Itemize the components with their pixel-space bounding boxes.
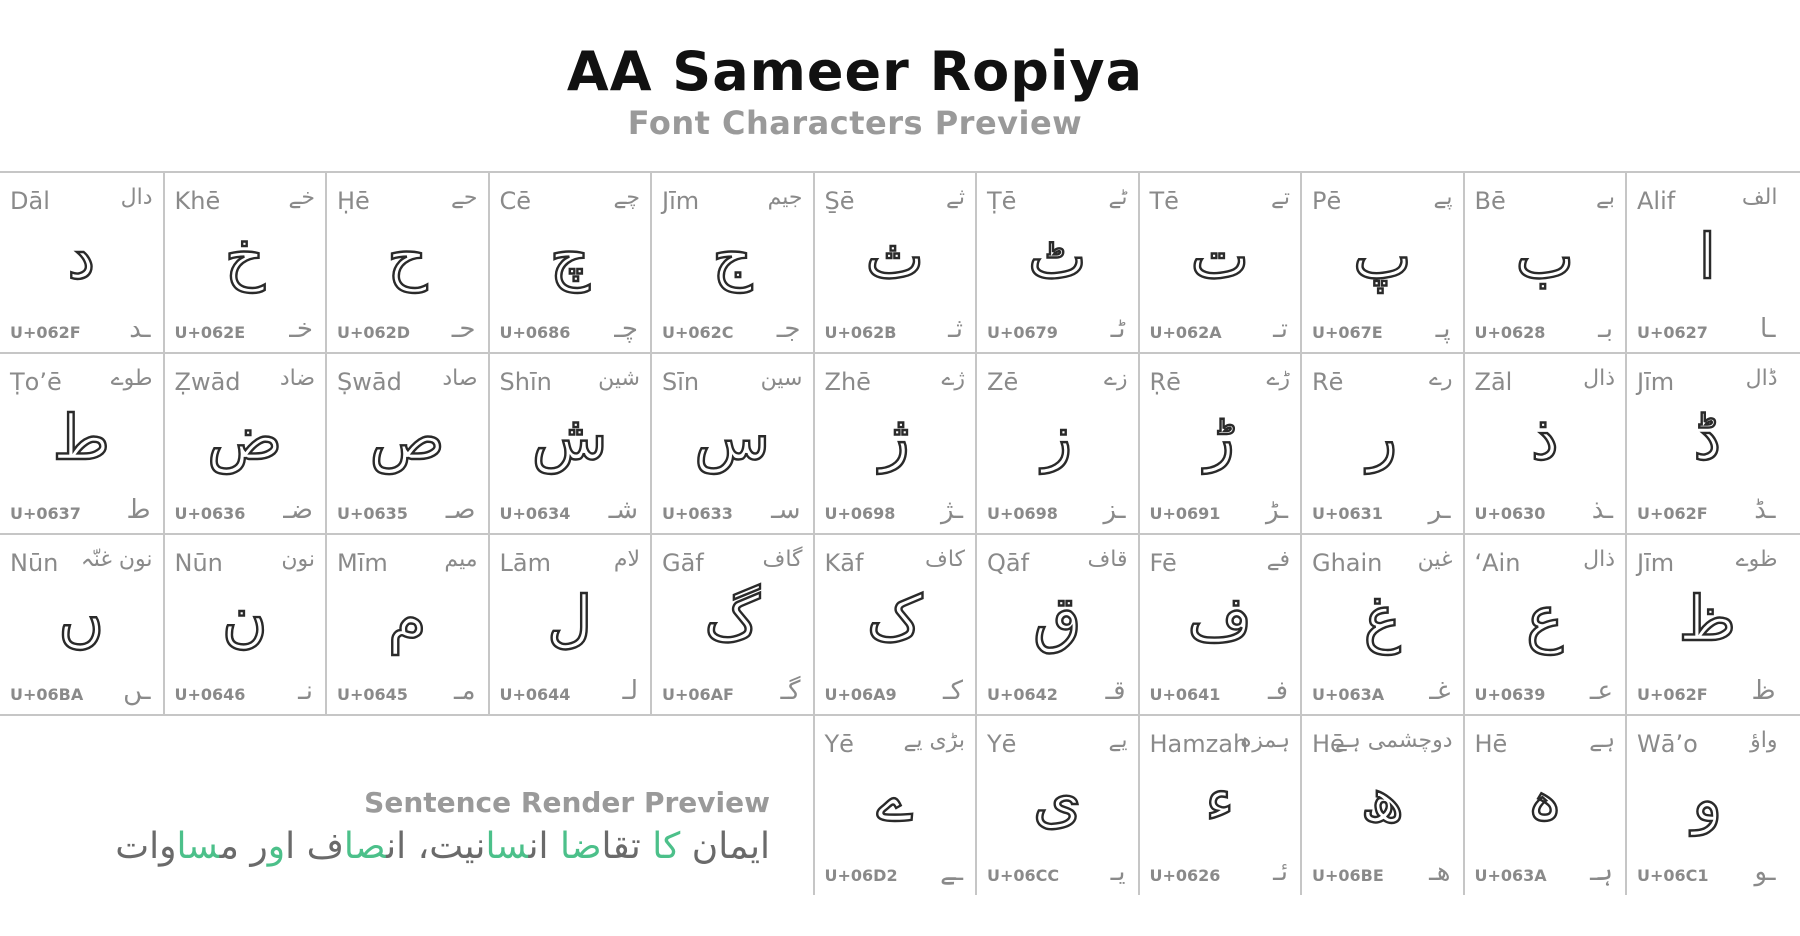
character-cell bbox=[1463, 171, 1626, 352]
character-urdu-name: بڑی یے bbox=[903, 728, 965, 753]
character-urdu-name: قاف bbox=[1087, 547, 1128, 572]
character-urdu-name: حے bbox=[451, 185, 478, 210]
character-name: Dāl bbox=[10, 187, 50, 215]
character-joined-form: ـز bbox=[1103, 495, 1126, 525]
character-joined-form: سـ bbox=[771, 495, 801, 525]
character-glyph: ر bbox=[1367, 401, 1398, 474]
character-glyph: ڈ bbox=[1693, 401, 1722, 474]
unicode-codepoint: U+0626 bbox=[1149, 866, 1221, 885]
character-joined-form: عـ bbox=[1589, 676, 1613, 706]
character-glyph: س bbox=[694, 401, 771, 474]
character-urdu-name: ضاد bbox=[279, 366, 315, 391]
character-glyph: ق bbox=[1033, 582, 1082, 655]
unicode-codepoint: U+062A bbox=[1149, 323, 1222, 342]
character-cell bbox=[975, 714, 1138, 895]
character-name: Cē bbox=[499, 187, 532, 215]
character-joined-form: ظ bbox=[1751, 676, 1776, 706]
character-urdu-name: تے bbox=[1270, 185, 1290, 210]
unicode-codepoint: U+0645 bbox=[337, 685, 408, 704]
character-glyph: ظ bbox=[1678, 582, 1736, 655]
character-joined-form: ٹـ bbox=[1110, 314, 1126, 344]
character-name: Nūn bbox=[174, 549, 223, 577]
sentence-segment: ضا bbox=[560, 826, 602, 867]
character-name: S̱ē bbox=[824, 187, 855, 215]
sentence-preview-text bbox=[40, 826, 770, 867]
character-name: Kāf bbox=[824, 549, 864, 577]
character-cell bbox=[975, 352, 1138, 533]
character-joined-form: قـ bbox=[1105, 676, 1126, 706]
sentence-segment: وات bbox=[115, 826, 177, 867]
unicode-codepoint: U+063A bbox=[1474, 866, 1547, 885]
character-cell bbox=[1463, 714, 1626, 895]
unicode-codepoint: U+0686 bbox=[499, 323, 571, 342]
unicode-codepoint: U+0633 bbox=[662, 504, 733, 523]
character-joined-form: یـ bbox=[1110, 857, 1126, 887]
character-glyph: ع bbox=[1526, 582, 1564, 655]
character-name: Jīm bbox=[1637, 368, 1675, 396]
unicode-codepoint: U+06CC bbox=[987, 866, 1060, 885]
sentence-segment: نیت، ان bbox=[386, 826, 486, 867]
character-glyph: ے bbox=[876, 763, 913, 836]
character-cell bbox=[1300, 714, 1463, 895]
character-name: Rē bbox=[1312, 368, 1344, 396]
character-urdu-name: شین bbox=[598, 366, 640, 391]
character-urdu-name: میم bbox=[444, 547, 478, 572]
character-cell bbox=[813, 533, 976, 714]
sentence-preview-label: Sentence Render Preview bbox=[364, 786, 770, 819]
sentence-segment: سا bbox=[485, 826, 529, 867]
unicode-codepoint: U+0631 bbox=[1312, 504, 1383, 523]
character-glyph: ش bbox=[531, 401, 608, 474]
character-urdu-name: ذال bbox=[1583, 366, 1615, 391]
character-glyph: ڑ bbox=[1204, 401, 1235, 474]
character-glyph: ٹ bbox=[1028, 220, 1087, 293]
character-glyph: چ bbox=[549, 220, 590, 293]
character-cell bbox=[650, 352, 813, 533]
character-urdu-name: رے bbox=[1428, 366, 1453, 391]
character-urdu-name: زے bbox=[1103, 366, 1128, 391]
unicode-codepoint: U+0634 bbox=[499, 504, 571, 523]
character-cell bbox=[163, 352, 326, 533]
character-urdu-name: پے bbox=[1433, 185, 1453, 210]
character-joined-form: بـ bbox=[1598, 314, 1613, 344]
sentence-segment: کا bbox=[652, 826, 681, 867]
unicode-codepoint: U+0627 bbox=[1637, 323, 1708, 342]
character-name: Sīn bbox=[662, 368, 700, 396]
character-name: Ṣwād bbox=[337, 368, 402, 396]
character-glyph: د bbox=[67, 220, 96, 293]
character-name: Gāf bbox=[662, 549, 704, 577]
character-glyph: ط bbox=[52, 401, 110, 474]
sentence-segment: و bbox=[267, 826, 286, 867]
character-name: Lām bbox=[499, 549, 551, 577]
character-cell bbox=[488, 352, 651, 533]
character-joined-form: ـڈ bbox=[1754, 495, 1776, 525]
character-joined-form: صـ bbox=[445, 495, 476, 525]
unicode-codepoint: U+0630 bbox=[1474, 504, 1546, 523]
character-cell bbox=[488, 533, 651, 714]
character-name: Ṛē bbox=[1149, 368, 1181, 396]
character-cell bbox=[1463, 352, 1626, 533]
character-cell bbox=[0, 352, 163, 533]
sentence-segment: تقا bbox=[601, 826, 653, 867]
character-cell bbox=[1625, 171, 1788, 352]
character-urdu-name: ظوے bbox=[1735, 547, 1778, 572]
unicode-codepoint: U+0628 bbox=[1474, 323, 1546, 342]
unicode-codepoint: U+0642 bbox=[987, 685, 1058, 704]
character-cell bbox=[650, 533, 813, 714]
character-cell bbox=[325, 171, 488, 352]
character-glyph: ہ bbox=[1526, 763, 1563, 836]
character-name: Alif bbox=[1637, 187, 1676, 215]
character-joined-form: خـ bbox=[289, 314, 313, 344]
character-cell bbox=[1300, 171, 1463, 352]
character-urdu-name: واؤ bbox=[1750, 728, 1778, 753]
character-name: Wā’o bbox=[1637, 730, 1698, 758]
character-cell bbox=[1625, 352, 1788, 533]
character-glyph: غ bbox=[1363, 582, 1401, 655]
character-cell bbox=[325, 352, 488, 533]
character-cell bbox=[1138, 352, 1301, 533]
character-joined-form: ھـ bbox=[1429, 857, 1451, 887]
character-name: Zhē bbox=[824, 368, 871, 396]
unicode-codepoint: U+06AF bbox=[662, 685, 734, 704]
character-joined-form: مـ bbox=[453, 676, 476, 706]
unicode-codepoint: U+06C1 bbox=[1637, 866, 1709, 885]
character-name: Tē bbox=[1149, 187, 1179, 215]
unicode-codepoint: U+0698 bbox=[824, 504, 896, 523]
character-cell bbox=[650, 171, 813, 352]
character-joined-form: ـے bbox=[940, 857, 963, 887]
character-name: Yē bbox=[824, 730, 854, 758]
character-glyph: ں bbox=[58, 582, 105, 655]
character-glyph: ژ bbox=[879, 401, 910, 474]
character-glyph: ذ bbox=[1530, 401, 1559, 474]
character-glyph: ک bbox=[867, 582, 923, 655]
character-glyph: ح bbox=[387, 220, 428, 293]
character-joined-form: ـد bbox=[129, 314, 151, 344]
character-joined-form: غـ bbox=[1429, 676, 1451, 706]
character-cell bbox=[1138, 171, 1301, 352]
sentence-segment: صا bbox=[343, 826, 387, 867]
unicode-codepoint: U+063A bbox=[1312, 685, 1385, 704]
character-glyph: و bbox=[1692, 763, 1723, 836]
page-title: AA Sameer Ropiya bbox=[566, 40, 1144, 103]
character-joined-form: ـو bbox=[1754, 857, 1776, 887]
unicode-codepoint: U+0698 bbox=[987, 504, 1058, 523]
unicode-codepoint: U+06A9 bbox=[824, 685, 897, 704]
unicode-codepoint: U+062F bbox=[1637, 504, 1708, 523]
unicode-codepoint: U+0639 bbox=[1474, 685, 1546, 704]
character-name: Yē bbox=[987, 730, 1017, 758]
unicode-codepoint: U+0691 bbox=[1149, 504, 1221, 523]
character-name: Bē bbox=[1474, 187, 1506, 215]
character-cell bbox=[1300, 533, 1463, 714]
character-urdu-name: گاف bbox=[762, 547, 803, 572]
character-joined-form: جـ bbox=[776, 314, 801, 344]
character-cell bbox=[163, 533, 326, 714]
unicode-codepoint: U+062D bbox=[337, 323, 411, 342]
character-joined-form: ضـ bbox=[283, 495, 313, 525]
character-cell bbox=[975, 533, 1138, 714]
sentence-segment: ان bbox=[528, 826, 560, 867]
character-cell bbox=[325, 533, 488, 714]
character-joined-form: فـ bbox=[1267, 676, 1288, 706]
character-cell bbox=[163, 171, 326, 352]
character-name: Hē bbox=[1474, 730, 1508, 758]
character-urdu-name: ہمزہ bbox=[1239, 728, 1290, 753]
character-cell bbox=[813, 171, 976, 352]
character-urdu-name: ژے bbox=[941, 366, 965, 391]
character-name: ‘Ain bbox=[1474, 549, 1521, 577]
character-urdu-name: الف bbox=[1741, 185, 1778, 210]
character-cell bbox=[1138, 714, 1301, 895]
character-cell bbox=[975, 171, 1138, 352]
character-urdu-name: جیم bbox=[767, 185, 803, 210]
character-urdu-name: فے bbox=[1266, 547, 1290, 572]
character-urdu-name: نون bbox=[281, 547, 315, 572]
character-glyph: م bbox=[388, 582, 427, 655]
character-name: Ḥē bbox=[337, 187, 370, 215]
character-urdu-name: یے bbox=[1108, 728, 1128, 753]
character-urdu-name: طوے bbox=[110, 366, 153, 391]
character-joined-form: ہـ bbox=[1590, 857, 1613, 887]
character-joined-form: ط bbox=[126, 495, 151, 525]
unicode-codepoint: U+06D2 bbox=[824, 866, 898, 885]
character-urdu-name: دوچشمی ہے bbox=[1335, 728, 1453, 753]
unicode-codepoint: U+0644 bbox=[499, 685, 571, 704]
character-glyph: ن bbox=[221, 582, 268, 655]
unicode-codepoint: U+062C bbox=[662, 323, 734, 342]
character-name: Nūn bbox=[10, 549, 59, 577]
unicode-codepoint: U+062F bbox=[1637, 685, 1708, 704]
character-joined-form: کـ bbox=[943, 676, 963, 706]
character-glyph: ض bbox=[207, 401, 283, 474]
character-urdu-name: ذال bbox=[1583, 547, 1615, 572]
character-name: Qāf bbox=[987, 549, 1030, 577]
character-glyph: ھ bbox=[1360, 763, 1404, 836]
character-cell bbox=[1463, 533, 1626, 714]
character-name: Zē bbox=[987, 368, 1019, 396]
character-urdu-name: صاد bbox=[442, 366, 478, 391]
character-glyph: ل bbox=[547, 582, 593, 655]
character-cell bbox=[813, 714, 976, 895]
character-joined-form: ـر bbox=[1428, 495, 1451, 525]
character-urdu-name: خے bbox=[288, 185, 315, 210]
sentence-segment: ر م bbox=[219, 826, 268, 867]
character-cell bbox=[0, 171, 163, 352]
character-cell bbox=[1625, 533, 1788, 714]
character-urdu-name: نون غنّہ bbox=[80, 547, 153, 572]
character-cell bbox=[1138, 533, 1301, 714]
character-urdu-name: ثے bbox=[945, 185, 965, 210]
character-name: Jīm bbox=[1637, 549, 1675, 577]
character-glyph: گ bbox=[704, 582, 760, 655]
character-cell bbox=[1625, 714, 1788, 895]
character-urdu-name: بے bbox=[1595, 185, 1615, 210]
character-urdu-name: غین bbox=[1417, 547, 1453, 572]
character-name: Khē bbox=[174, 187, 221, 215]
character-cell bbox=[0, 533, 163, 714]
character-joined-form: حـ bbox=[451, 314, 476, 344]
character-cell bbox=[1300, 352, 1463, 533]
character-glyph: ا bbox=[1698, 220, 1716, 293]
character-name: Ghain bbox=[1312, 549, 1383, 577]
character-joined-form: ـں bbox=[123, 676, 151, 706]
character-urdu-name: لام bbox=[613, 547, 640, 572]
unicode-codepoint: U+0679 bbox=[987, 323, 1058, 342]
character-glyph: ء bbox=[1205, 763, 1235, 836]
character-name: Fē bbox=[1149, 549, 1177, 577]
character-urdu-name: چے bbox=[613, 185, 640, 210]
character-name: Hē bbox=[1312, 730, 1345, 758]
unicode-codepoint: U+06BA bbox=[10, 685, 84, 704]
character-glyph: پ bbox=[1353, 220, 1412, 293]
character-glyph: خ bbox=[224, 220, 265, 293]
character-glyph: ف bbox=[1187, 582, 1252, 655]
character-urdu-name: ڈال bbox=[1745, 366, 1778, 391]
character-name: Zāl bbox=[1474, 368, 1513, 396]
character-joined-form: شـ bbox=[608, 495, 638, 525]
character-glyph: ی bbox=[1032, 763, 1082, 836]
character-joined-form: چـ bbox=[614, 314, 638, 344]
character-urdu-name: دال bbox=[120, 185, 153, 210]
character-name: Mīm bbox=[337, 549, 388, 577]
character-name: Ṭo’ē bbox=[10, 368, 62, 396]
character-joined-form: ـذ bbox=[1591, 495, 1613, 525]
unicode-codepoint: U+0646 bbox=[174, 685, 246, 704]
character-name: Hamzah bbox=[1149, 730, 1249, 758]
unicode-codepoint: U+06BE bbox=[1312, 866, 1384, 885]
character-joined-form: ئـ bbox=[1273, 857, 1288, 887]
sentence-segment: سا bbox=[176, 826, 220, 867]
character-glyph: ص bbox=[369, 401, 445, 474]
character-joined-form: گـ bbox=[780, 676, 801, 706]
character-cell bbox=[488, 171, 651, 352]
page-subtitle: Font Characters Preview bbox=[627, 104, 1083, 142]
character-glyph: ز bbox=[1042, 401, 1073, 474]
character-urdu-name: ہے bbox=[1589, 728, 1615, 753]
character-urdu-name: کاف bbox=[925, 547, 965, 572]
character-joined-form: پـ bbox=[1435, 314, 1451, 344]
sentence-segment: ایمان bbox=[680, 826, 770, 867]
character-name: Pē bbox=[1312, 187, 1342, 215]
character-glyph: ث bbox=[865, 220, 924, 293]
character-name: Jīm bbox=[662, 187, 700, 215]
character-joined-form: نـ bbox=[298, 676, 313, 706]
unicode-codepoint: U+062E bbox=[174, 323, 246, 342]
unicode-codepoint: U+0635 bbox=[337, 504, 408, 523]
character-joined-form: تـ bbox=[1273, 314, 1288, 344]
character-glyph: ب bbox=[1515, 220, 1574, 293]
unicode-codepoint: U+0637 bbox=[10, 504, 81, 523]
character-cell bbox=[813, 352, 976, 533]
preview-block-divider bbox=[813, 714, 815, 895]
character-joined-form: ـژ bbox=[941, 495, 963, 525]
unicode-codepoint: U+0636 bbox=[174, 504, 246, 523]
character-glyph: ت bbox=[1190, 220, 1249, 293]
character-name: Ṭē bbox=[987, 187, 1017, 215]
sentence-segment: ف ا bbox=[285, 826, 344, 867]
unicode-codepoint: U+0641 bbox=[1149, 685, 1221, 704]
unicode-codepoint: U+062B bbox=[824, 323, 897, 342]
unicode-codepoint: U+062F bbox=[10, 323, 81, 342]
character-name: Ẓwād bbox=[174, 368, 241, 396]
character-joined-form: ـا bbox=[1759, 314, 1776, 344]
character-urdu-name: سین bbox=[760, 366, 803, 391]
character-joined-form: لـ bbox=[622, 676, 638, 706]
character-urdu-name: ڑے bbox=[1266, 366, 1290, 391]
character-glyph: ج bbox=[712, 220, 753, 293]
unicode-codepoint: U+067E bbox=[1312, 323, 1383, 342]
character-joined-form: ثـ bbox=[948, 314, 963, 344]
character-name: Shīn bbox=[499, 368, 552, 396]
character-joined-form: ـڑ bbox=[1266, 495, 1288, 525]
character-urdu-name: ٹے bbox=[1108, 185, 1128, 210]
